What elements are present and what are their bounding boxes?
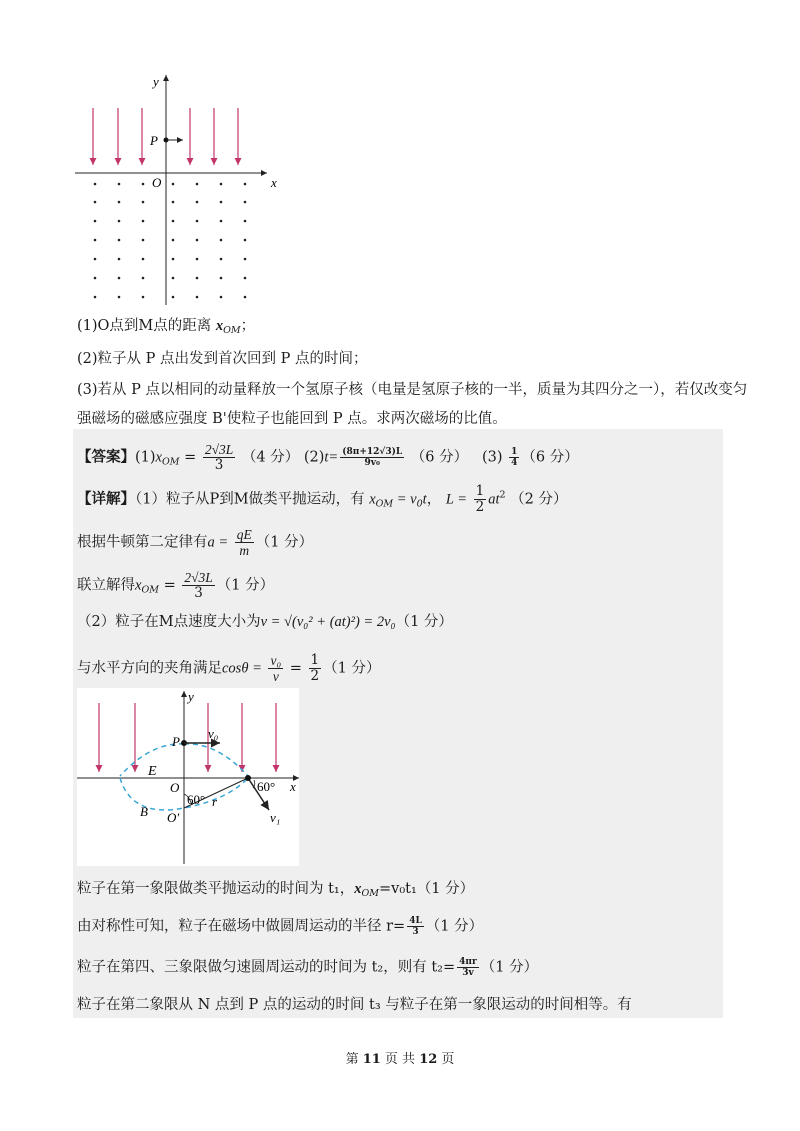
field-dot [244,220,247,223]
denominator: 9v₀ [364,458,380,468]
numerator: v₀ [270,653,282,668]
field-dot [244,201,247,204]
page-footer [0,1048,800,1067]
detail-line-2 [77,527,313,558]
punct: ； [240,318,256,334]
velocity-equation: v = √(v₀² + (at)²) = 2v₀ [260,614,396,630]
field-dot [244,296,247,299]
field-dot [94,201,97,204]
text: 粒子在第一象限做类平抛运动的时间为 t₁， [77,881,355,897]
fraction [203,442,235,473]
numerator: 4L [409,916,422,926]
question-3-line-1: (3)若从 P 点以相同的动量释放一个氢原子核（电量是氢原子核的一半，质量为其四分之一），若仅改变匀 [77,382,748,398]
fraction [235,527,254,558]
field-dot [118,277,121,280]
v0-label: v₀ [208,726,219,741]
field-dot [172,296,175,299]
text: 粒子在第四、三象限做匀速圆周运动的时间为 t₂，则有 t₂= [77,959,456,976]
om-subscript: OM [161,456,180,468]
score: （1 分） [395,614,453,630]
fraction [509,447,519,468]
field-dot [196,258,199,261]
answer-line [77,442,579,473]
om-subscript: OM [141,584,159,596]
field-dot [172,201,175,204]
center-o-prime-label: O′ [167,810,180,825]
score: （1 分） [323,660,381,677]
field-dot [196,277,199,280]
field-dot [94,239,97,242]
field-dot [196,296,199,299]
l-symbol: L = [445,491,468,508]
field-dot [118,258,121,261]
fraction [268,653,283,684]
field-dot [220,201,223,204]
field-dot [118,239,121,242]
numerator: 1 [475,483,485,499]
field-dot [172,220,175,223]
x-symbol: x [354,881,362,897]
denominator: v [272,669,279,684]
text: （2）粒子在M点速度大小为 [77,614,261,630]
angle-label-2: 60° [257,779,276,794]
at-symbol: at [488,491,500,508]
field-dot [118,220,121,223]
field-dot [172,258,175,261]
score: （1 分） [480,959,539,976]
field-dot [142,239,145,242]
figure-1-field-diagram [75,70,290,310]
field-dot [196,183,199,186]
point-m [245,775,251,781]
field-dot [220,220,223,223]
fraction [474,484,487,515]
equals: = [289,660,302,677]
answer-3-prefix: (3) [481,449,503,466]
origin-label: O [152,175,162,190]
score: （1 分） [255,534,314,551]
denominator: 3v [462,968,474,978]
field-dot [142,258,145,261]
score: （6 分） [410,449,469,466]
score: （1 分） [416,881,475,897]
numerator: 1 [310,652,320,668]
detail-line-1 [77,484,568,515]
question-1 [77,316,255,341]
field-dot [196,239,199,242]
field-dot [118,201,121,204]
field-dot [172,277,175,280]
equals: = [163,577,176,594]
radius-label: r [212,794,218,809]
field-dot [220,239,223,242]
question-3-line-2: 强磁场的磁感应强度 B'使粒子也能回到 P 点。求两次磁场的比值。 [77,411,507,427]
detail-line-3 [77,570,274,601]
superscript: 2 [499,489,506,501]
field-dot [142,296,145,299]
field-dot [244,258,247,261]
field-dot [244,277,247,280]
after-line-4: 粒子在第二象限从 N 点到 P 点的运动的时间 t₃ 与粒子在第一象限运动的时间相等。有 [77,997,632,1013]
denominator: m [239,543,250,558]
axis-x-label: x [290,779,296,794]
score: （1 分） [425,918,484,935]
point-p-label: P [172,734,180,749]
x-symbol: x [369,491,376,508]
field-dot [220,296,223,299]
after-line-2 [77,916,483,937]
fraction [309,653,322,684]
figure-2-trajectory-diagram [77,688,299,866]
cos-symbol: cosθ = [222,660,262,677]
numerator: 2√3L [184,570,213,585]
footer-text: 页 [437,1052,455,1067]
v-symbol: = v [393,491,417,508]
equals: = [184,449,197,466]
t-symbol: t= [324,449,339,466]
field-dot [220,258,223,261]
denominator: 3 [194,585,203,601]
field-dot [142,277,145,280]
e-field-label: E [148,764,157,779]
magnetic-field-dots [94,183,247,299]
fraction [407,916,424,937]
text: 根据牛顿第二定律有 [77,534,208,551]
separator: ， [426,491,442,508]
om-subscript: OM [361,888,380,899]
numerator: 2√3L [204,442,234,457]
angle-label-1: 60° [187,792,206,807]
fraction [182,570,214,601]
field-dot [172,239,175,242]
t-symbol: t [422,491,427,508]
answer-1-prefix: (1) [135,449,156,466]
after-line-1 [77,879,474,904]
om-subscript: OM [223,325,241,336]
text: 联立解得 [77,577,135,594]
denominator: 3 [214,457,224,473]
text: 由对称性可知，粒子在磁场中做圆周运动的半径 r= [77,918,406,935]
field-dot [196,220,199,223]
field-dot [172,183,175,186]
b-field-label: B [140,804,148,819]
numerator: qE [236,527,252,542]
field-dot [196,201,199,204]
answer-2-prefix: (2) [303,449,325,466]
score: （1 分） [216,577,275,594]
question-2: (2)粒子从 P 点出发到首次回到 P 点的时间； [77,351,368,367]
axis-y-label: y [153,74,159,89]
axis-x-label: x [271,175,277,190]
x-symbol: x [155,449,162,466]
a-symbol: a = [207,534,229,551]
text: （1）粒子从P到M做类平抛运动，有 [135,491,365,508]
denominator: 3 [412,927,419,937]
field-dot [244,239,247,242]
fraction [457,957,479,978]
denominator: 4 [511,458,518,468]
field-dot [142,220,145,223]
origin-label: O [170,780,180,795]
rhs: =v₀t₁ [379,881,417,897]
numerator: (8π+12√3)L [342,447,403,457]
field-dot [94,258,97,261]
field-dot [142,183,145,186]
footer-text: 页 共 [380,1052,420,1067]
page-total: 12 [419,1052,438,1067]
score: （2 分） [510,491,568,508]
page-number: 11 [362,1052,381,1067]
question-1-text: (1)O点到M点的距离 [77,318,212,334]
fraction [340,447,404,468]
v1-label: v₁ [270,810,281,825]
field-dot [94,296,97,299]
score: （6 分） [521,449,579,466]
denominator: 2 [310,668,320,684]
numerator: 4πr [459,957,477,967]
detail-line-4 [77,612,453,632]
field-dot [220,183,223,186]
om-subscript: OM [375,498,394,510]
after-line-3 [77,957,538,978]
answer-label: 【答案】 [77,448,135,466]
field-dot [142,201,145,204]
field-dot [220,277,223,280]
detail-label: 【详解】 [77,490,135,508]
footer-text: 第 [345,1052,363,1067]
x-symbol: x [215,318,224,334]
field-dot [94,183,97,186]
point-p-label: P [150,133,158,148]
axis-y-label: y [188,689,194,704]
field-dot [244,183,247,186]
field-dot [94,220,97,223]
field-dot [118,296,121,299]
field-dot [118,183,121,186]
subscript: 0 [416,498,423,510]
detail-line-5 [77,653,380,684]
text: 与水平方向的夹角满足 [77,660,222,677]
field-dot [94,277,97,280]
denominator: 2 [475,499,485,515]
score: （4 分） [241,449,300,466]
x-symbol: x [135,577,142,594]
numerator: 1 [511,447,518,457]
